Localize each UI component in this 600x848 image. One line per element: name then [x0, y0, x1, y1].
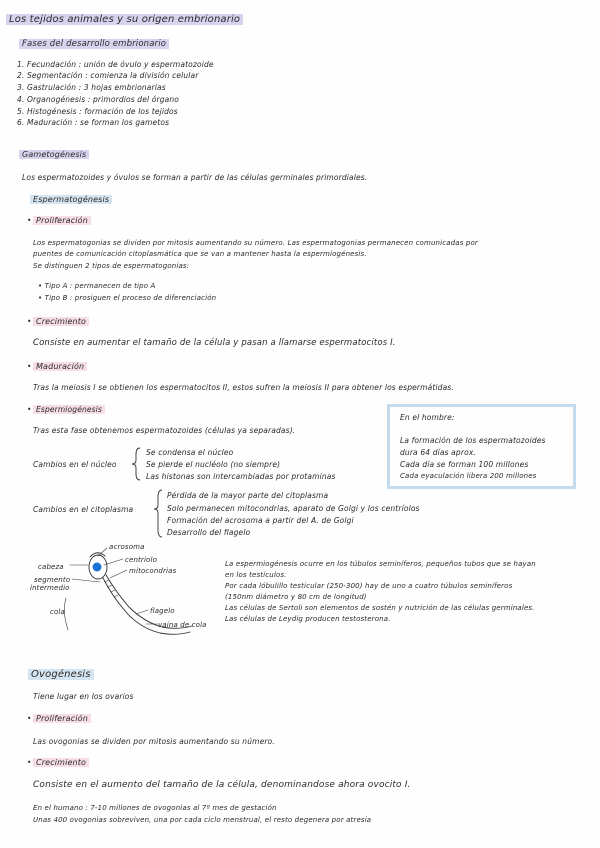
nucleo-item: Las histonas son intercambiadas por protaminas [146, 472, 336, 481]
espermiogenesis-heading: Espermiogénesis [33, 405, 105, 414]
tubulos-line: La espermiogénesis ocurre en los túbulos seminíferos, pequeños tubos que se hayan [225, 560, 536, 568]
ovo-proliferacion-text: Las ovogonias se dividen por mitosis aumentando su número. [33, 737, 275, 746]
gametogenesis-intro: Los espermatozoides y óvulos se forman a partir de las células germinales primordiales. [22, 173, 368, 182]
page-title: Los tejidos animales y su origen embrionario [6, 14, 243, 25]
ovogenesis-heading: Ovogénesis [28, 669, 94, 680]
citoplasma-label: Cambios en el citoplasma [33, 505, 134, 514]
citoplasma-item: Solo permanecen mitocondrias, aparato de Golgi y los centríolos [167, 504, 420, 513]
sperm-tail-outer [103, 578, 190, 634]
tubulos-line: Por cada lóbulillo testicular (250-300) hay de uno a cuatro túbulos seminíferos [225, 582, 513, 590]
fase-item: 4. Organogénesis : primordios del órgano [17, 95, 180, 104]
crecimiento-heading: Crecimiento [33, 317, 89, 326]
label-flagelo: flagelo [150, 607, 175, 615]
ovogenesis-intro: Tiene lugar en los ovarios [33, 692, 134, 701]
tubulos-line: en los testículos. [225, 571, 287, 579]
label-vaina: vaina de cola [158, 621, 207, 629]
maduracion-heading: Maduración [33, 362, 87, 371]
label-mitocondrias: mitocondrias [129, 567, 177, 575]
fase-item: 5. Histogénesis : formación de los tejidos [17, 107, 178, 116]
citoplasma-item: Desarrollo del flagelo [167, 528, 251, 537]
gametogenesis-heading: Gametogénesis [19, 150, 89, 159]
proliferacion-text: Los espermatogonias se dividen por mitosis aumentando su número. Las espermatogonias permanecen comunicadas por [33, 239, 478, 247]
bullet: • [27, 216, 32, 225]
nucleo-item: Se pierde el nucléolo (no siempre) [146, 460, 281, 469]
hombre-line: Cada eyaculación libera 200 millones [400, 472, 537, 480]
bullet: • [27, 317, 32, 326]
nucleo-item: Se condensa el núcleo [146, 448, 234, 457]
hombre-line: dura 64 días aprox. [400, 448, 476, 457]
bullet: • [27, 714, 32, 723]
hombre-line: La formación de los espermatozoides [400, 436, 546, 445]
ovo-crecimiento-heading: Crecimiento [33, 758, 89, 767]
citoplasma-item: Formación del acrosoma a partir del A. de Golgi [167, 516, 354, 525]
tubulos-line: Las células de Leydig producen testosterona. [225, 615, 391, 623]
ovo-crecimiento-text: Consiste en el aumento del tamaño de la célula, denominandose ahora ovocito I. [33, 780, 411, 790]
bullet: • [27, 758, 32, 767]
fase-item: 2. Segmentación : comienza la división celular [17, 71, 199, 80]
crecimiento-text: Consiste en aumentar el tamaño de la célula y pasan a llamarse espermatocitos I. [33, 338, 396, 348]
sperm-nucleus-shape [93, 563, 101, 571]
bullet: • [27, 362, 32, 371]
brace-nucleo [132, 448, 140, 480]
hombre-line: Cada día se forman 100 millones [400, 460, 529, 469]
tipo-b: • Tipo B : prosiguen el proceso de diferenciación [38, 294, 217, 302]
ovo-note: Unas 400 ovogonias sobreviven, una por cada ciclo menstrual, el resto degenera por atresia [33, 816, 372, 824]
label-acrosoma: acrosoma [109, 543, 145, 551]
label-segmento: segmento [34, 576, 71, 584]
brace-citoplasma [154, 490, 162, 537]
label-cola: cola [50, 608, 65, 616]
proliferacion-text: puentes de comunicación citoplasmática que se van a mantener hasta la espermiogénesis. [33, 250, 367, 258]
fase-item: 3. Gastrulación : 3 hojas embrionarias [17, 83, 166, 92]
maduracion-text: Tras la meiosis I se obtienen los espermatocitos II, estos sufren la meiosis II para obtener los espermátidas. [33, 383, 454, 392]
ovo-proliferacion-heading: Proliferación [33, 714, 91, 723]
ovo-note: En el humano : 7-10 millones de ovogonias al 7º mes de gestación [33, 804, 277, 812]
proliferacion-text: Se distinguen 2 tipos de espermatogonias: [33, 262, 190, 270]
citoplasma-item: Pérdida de la mayor parte del citoplasma [167, 491, 329, 500]
tipo-a: • Tipo A : permanecen de tipo A [38, 282, 156, 290]
hombre-title: En el hombre: [400, 413, 455, 422]
fases-heading: Fases del desarrollo embrionario [19, 39, 169, 49]
nucleo-label: Cambios en el núcleo [33, 460, 117, 469]
espermiogenesis-text: Tras esta fase obtenemos espermatozoides (células ya separadas). [33, 426, 296, 435]
sperm-tail-inner [106, 575, 192, 628]
fase-item: 6. Maduración : se forman los gametos [17, 118, 170, 127]
tubulos-line: Las células de Sertoli son elementos de sostén y nutrición de las células germinales. [225, 604, 535, 612]
bullet: • [27, 405, 32, 414]
label-cabeza: cabeza [38, 563, 64, 571]
proliferacion-heading: Proliferación [33, 216, 91, 225]
tubulos-line: (150nm diámetro y 80 cm de longitud) [225, 593, 367, 601]
espermatogenesis-heading: Espermatogénesis [30, 195, 112, 204]
fase-item: 1. Fecundación : unión de óvulo y espermatozoide [17, 60, 214, 69]
label-intermedio: intermedio [30, 584, 70, 592]
sperm-midpiece [105, 580, 118, 597]
label-centriolo: centriolo [125, 556, 158, 564]
brace-shapes [132, 448, 162, 537]
